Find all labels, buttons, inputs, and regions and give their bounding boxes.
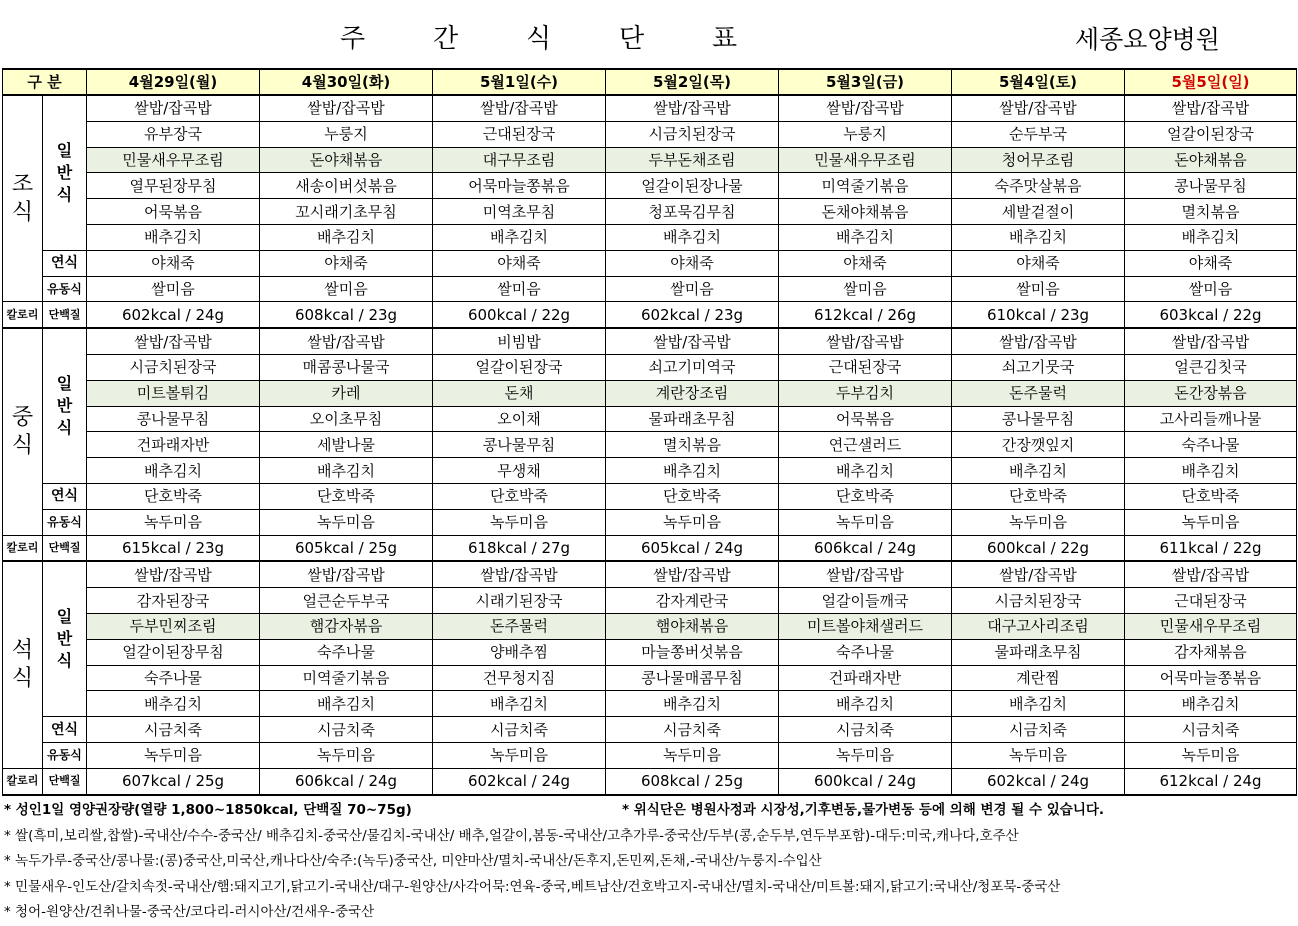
food-item: 돈야채볶음 [260, 147, 433, 173]
menu-row [3, 406, 1297, 432]
food-item: 세발겉절이 [952, 199, 1125, 225]
calorie-value: 618kcal / 27g [433, 535, 606, 561]
food-item: 야채죽 [952, 250, 1125, 276]
food-item: 돈주물럭 [433, 613, 606, 639]
food-item: 미역줄기볶음 [779, 173, 952, 199]
meal-name: 석 식 [3, 561, 43, 768]
food-item: 열무된장무침 [87, 173, 260, 199]
food-item: 민물새우무조림 [87, 147, 260, 173]
food-item: 야채죽 [433, 250, 606, 276]
calorie-value: 600kcal / 22g [433, 302, 606, 328]
page-header [0, 0, 1298, 66]
food-item: 숙주맛살볶음 [952, 173, 1125, 199]
food-item: 쌀미음 [433, 276, 606, 302]
menu-row [3, 639, 1297, 665]
food-item: 배추김치 [87, 224, 260, 250]
day-header: 5월4일(토) [952, 69, 1125, 95]
food-item: 계란찜 [952, 665, 1125, 691]
calorie-value: 600kcal / 24g [779, 768, 952, 794]
calorie-value: 608kcal / 25g [606, 768, 779, 794]
food-item: 청어무조림 [952, 147, 1125, 173]
food-item: 쌀밥/잡곡밥 [433, 95, 606, 121]
food-item: 시금치죽 [606, 717, 779, 743]
food-item: 누룽지 [779, 121, 952, 147]
food-item: 시금치된장국 [87, 354, 260, 380]
food-item: 배추김치 [779, 224, 952, 250]
menu-row [3, 147, 1297, 173]
food-item: 햄감자볶음 [260, 613, 433, 639]
food-item: 계란장조림 [606, 380, 779, 406]
liquid-diet-label: 유동식 [43, 742, 87, 768]
calorie-value: 606kcal / 24g [260, 768, 433, 794]
food-item: 녹두미음 [606, 742, 779, 768]
food-item: 돈채야채볶음 [779, 199, 952, 225]
calorie-value: 612kcal / 24g [1125, 768, 1297, 794]
calorie-value: 600kcal / 22g [952, 535, 1125, 561]
food-item: 배추김치 [606, 458, 779, 484]
calorie-row [3, 535, 1297, 561]
calorie-label: 칼로리 [3, 302, 43, 328]
weekly-menu-table [2, 68, 1297, 796]
calorie-value: 602kcal / 24g [433, 768, 606, 794]
food-item: 배추김치 [433, 224, 606, 250]
calorie-value: 608kcal / 23g [260, 302, 433, 328]
food-item: 단호박죽 [87, 483, 260, 509]
menu-row [3, 224, 1297, 250]
food-item: 녹두미음 [1125, 742, 1297, 768]
food-item: 녹두미음 [87, 742, 260, 768]
food-item: 쌀미음 [87, 276, 260, 302]
liquid-diet-label: 유동식 [43, 509, 87, 535]
food-item: 햄야채볶음 [606, 613, 779, 639]
food-item: 배추김치 [606, 691, 779, 717]
food-item: 쌀밥/잡곡밥 [260, 95, 433, 121]
food-item: 야채죽 [606, 250, 779, 276]
food-item: 숙주나물 [779, 639, 952, 665]
calorie-value: 615kcal / 23g [87, 535, 260, 561]
food-item: 대구고사리조림 [952, 613, 1125, 639]
calorie-value: 602kcal / 23g [606, 302, 779, 328]
notes [4, 798, 1294, 926]
food-item: 돈간장볶음 [1125, 380, 1297, 406]
food-item: 쌀미음 [952, 276, 1125, 302]
food-item: 시금치죽 [1125, 717, 1297, 743]
food-item: 멸치볶음 [606, 432, 779, 458]
food-item: 시금치죽 [433, 717, 606, 743]
food-item: 단호박죽 [1125, 483, 1297, 509]
calorie-row [3, 302, 1297, 328]
calorie-value: 610kcal / 23g [952, 302, 1125, 328]
food-item: 단호박죽 [260, 483, 433, 509]
food-item: 쌀미음 [260, 276, 433, 302]
change-notice: * 위식단은 병원사정과 시장성,기후변동,물가변동 등에 의해 변경 될 수 있습니다. [622, 802, 1105, 818]
food-item: 배추김치 [260, 224, 433, 250]
food-item: 쌀밥/잡곡밥 [952, 561, 1125, 587]
food-item: 누룽지 [260, 121, 433, 147]
food-item: 숙주나물 [87, 665, 260, 691]
menu-row [3, 380, 1297, 406]
food-item: 쌀밥/잡곡밥 [87, 561, 260, 587]
food-item: 두부돈채조림 [606, 147, 779, 173]
origin-note: * 쌀(흑미,보리쌀,찹쌀)-국내산/수수-중국산/ 배추김치-중국산/물김치-국내산/ 배추,얼갈이,봄동-국내산/고추가루-중국산/두부(콩,순두부,연두부포함)-대두:미국,캐나다,호주산 [4, 827, 1019, 844]
food-item: 민물새우무조림 [1125, 613, 1297, 639]
hospital-name: 세종요양병원 [1075, 25, 1220, 54]
food-item: 세발나물 [260, 432, 433, 458]
food-item: 돈야채볶음 [1125, 147, 1297, 173]
meal-name: 조 식 [3, 95, 43, 302]
day-header: 5월1일(수) [433, 69, 606, 95]
food-item: 콩나물무침 [952, 406, 1125, 432]
food-item: 멸치볶음 [1125, 199, 1297, 225]
food-item: 시금치죽 [87, 717, 260, 743]
food-item: 어묵마늘쫑볶음 [433, 173, 606, 199]
day-header: 5월5일(일) [1125, 69, 1297, 95]
food-item: 무생채 [433, 458, 606, 484]
food-item: 배추김치 [952, 691, 1125, 717]
food-item: 쌀밥/잡곡밥 [1125, 95, 1297, 121]
food-item: 얼갈이된장무침 [87, 639, 260, 665]
general-diet-label: 일 반 식 [43, 95, 87, 250]
food-item: 쌀밥/잡곡밥 [779, 328, 952, 354]
calorie-label: 칼로리 [3, 535, 43, 561]
food-item: 감자된장국 [87, 588, 260, 614]
soft-diet-row [3, 483, 1297, 509]
header-label: 구 분 [3, 69, 87, 95]
soft-diet-label: 연식 [43, 250, 87, 276]
food-item: 쇠고기미역국 [606, 354, 779, 380]
menu-row [3, 121, 1297, 147]
food-item: 쌀밥/잡곡밥 [779, 561, 952, 587]
protein-label: 단백질 [43, 768, 87, 794]
food-item: 두부민찌조림 [87, 613, 260, 639]
food-item: 단호박죽 [433, 483, 606, 509]
food-item: 야채죽 [87, 250, 260, 276]
food-item: 녹두미음 [606, 509, 779, 535]
food-item: 건파래자반 [779, 665, 952, 691]
calorie-value: 602kcal / 24g [952, 768, 1125, 794]
meal-name: 중 식 [3, 328, 43, 535]
food-item: 얼갈이된장국 [433, 354, 606, 380]
food-item: 쌀미음 [779, 276, 952, 302]
food-item: 오이채 [433, 406, 606, 432]
food-item: 숙주나물 [1125, 432, 1297, 458]
food-item: 미역초무침 [433, 199, 606, 225]
food-item: 물파래초무침 [606, 406, 779, 432]
food-item: 매콤콩나물국 [260, 354, 433, 380]
food-item: 쇠고기뭇국 [952, 354, 1125, 380]
food-item: 시금치죽 [779, 717, 952, 743]
food-item: 숙주나물 [260, 639, 433, 665]
menu-row [3, 199, 1297, 225]
food-item: 녹두미음 [779, 742, 952, 768]
food-item: 돈주물럭 [952, 380, 1125, 406]
soft-diet-label: 연식 [43, 717, 87, 743]
food-item: 어묵볶음 [779, 406, 952, 432]
soft-diet-label: 연식 [43, 483, 87, 509]
origin-note: * 녹두가루-중국산/콩나물:(콩)중국산,미국산,캐나다산/숙주:(녹두)중국산, 미얀마산/멸치-국내산/돈후지,돈민찌,돈채,-국내산/누룽지-수입산 [4, 853, 822, 869]
food-item: 야채죽 [779, 250, 952, 276]
food-item: 쌀밥/잡곡밥 [87, 328, 260, 354]
food-item: 비빔밥 [433, 328, 606, 354]
food-item: 쌀밥/잡곡밥 [260, 328, 433, 354]
origin-note: * 민물새우-인도산/갈치속젓-국내산/햄:돼지고기,닭고기-국내산/대구-원양산/사각어묵:연육-중국,베트남산/건호박고지-국내산/멸치-국내산/미트볼:돼지,닭고기:국내산/청포묵-중국산 [4, 878, 1061, 895]
food-item: 배추김치 [779, 691, 952, 717]
food-item: 얼갈이된장나물 [606, 173, 779, 199]
food-item: 녹두미음 [952, 742, 1125, 768]
food-item: 고사리들깨나물 [1125, 406, 1297, 432]
menu-row [3, 665, 1297, 691]
day-header: 5월3일(금) [779, 69, 952, 95]
food-item: 배추김치 [433, 691, 606, 717]
day-header: 5월2일(목) [606, 69, 779, 95]
food-item: 물파래초무침 [952, 639, 1125, 665]
menu-row [3, 95, 1297, 121]
title-char: 간 [433, 24, 459, 54]
food-item: 쌀미음 [1125, 276, 1297, 302]
calorie-value: 606kcal / 24g [779, 535, 952, 561]
food-item: 단호박죽 [779, 483, 952, 509]
food-item: 감자계란국 [606, 588, 779, 614]
general-diet-label: 일 반 식 [43, 328, 87, 483]
food-item: 배추김치 [606, 224, 779, 250]
food-item: 쌀밥/잡곡밥 [1125, 561, 1297, 587]
protein-label: 단백질 [43, 535, 87, 561]
food-item: 쌀밥/잡곡밥 [260, 561, 433, 587]
day-header: 4월30일(화) [260, 69, 433, 95]
calorie-value: 602kcal / 24g [87, 302, 260, 328]
calorie-label: 칼로리 [3, 768, 43, 794]
food-item: 녹두미음 [433, 509, 606, 535]
menu-row [3, 173, 1297, 199]
food-item: 단호박죽 [952, 483, 1125, 509]
food-item: 얼갈이들깨국 [779, 588, 952, 614]
soft-diet-row [3, 250, 1297, 276]
food-item: 근대된장국 [433, 121, 606, 147]
menu-row [3, 613, 1297, 639]
food-item: 청포묵김무침 [606, 199, 779, 225]
food-item: 두부김치 [779, 380, 952, 406]
food-item: 돈채 [433, 380, 606, 406]
food-item: 단호박죽 [606, 483, 779, 509]
liquid-diet-row [3, 742, 1297, 768]
food-item: 간장깻잎지 [952, 432, 1125, 458]
food-item: 콩나물매콤무침 [606, 665, 779, 691]
food-item: 야채죽 [260, 250, 433, 276]
food-item: 오이초무침 [260, 406, 433, 432]
food-item: 콩나물무침 [1125, 173, 1297, 199]
title-char: 단 [619, 24, 645, 54]
food-item: 감자채볶음 [1125, 639, 1297, 665]
menu-row [3, 588, 1297, 614]
food-item: 녹두미음 [433, 742, 606, 768]
calorie-value: 605kcal / 24g [606, 535, 779, 561]
menu-row [3, 458, 1297, 484]
food-item: 얼큰김칫국 [1125, 354, 1297, 380]
header-row [3, 69, 1297, 95]
food-item: 쌀밥/잡곡밥 [779, 95, 952, 121]
food-item: 근대된장국 [779, 354, 952, 380]
food-item: 녹두미음 [779, 509, 952, 535]
food-item: 배추김치 [260, 458, 433, 484]
nutrition-note: * 성인1일 영양권장량(열량 1,800~1850kcal, 단백질 70~75g) [4, 802, 412, 818]
origin-note: * 청어-원양산/건취나물-중국산/코다리-러시아산/건새우-중국산 [4, 904, 375, 920]
food-item: 쌀밥/잡곡밥 [1125, 328, 1297, 354]
food-item: 쌀밥/잡곡밥 [952, 328, 1125, 354]
food-item: 콩나물무침 [87, 406, 260, 432]
title-char: 표 [712, 24, 738, 54]
day-header: 4월29일(월) [87, 69, 260, 95]
food-item: 미트볼야채샐러드 [779, 613, 952, 639]
food-item: 배추김치 [952, 458, 1125, 484]
menu-row [3, 432, 1297, 458]
food-item: 대구무조림 [433, 147, 606, 173]
food-item: 녹두미음 [87, 509, 260, 535]
calorie-value: 612kcal / 26g [779, 302, 952, 328]
food-item: 시금치죽 [260, 717, 433, 743]
food-item: 배추김치 [260, 691, 433, 717]
food-item: 쌀밥/잡곡밥 [433, 561, 606, 587]
food-item: 녹두미음 [952, 509, 1125, 535]
food-item: 미트볼튀김 [87, 380, 260, 406]
food-item: 쌀미음 [606, 276, 779, 302]
liquid-diet-row [3, 276, 1297, 302]
menu-row [3, 691, 1297, 717]
food-item: 유부장국 [87, 121, 260, 147]
food-item: 마늘쫑버섯볶음 [606, 639, 779, 665]
calorie-value: 603kcal / 22g [1125, 302, 1297, 328]
menu-row [3, 328, 1297, 354]
food-item: 쌀밥/잡곡밥 [952, 95, 1125, 121]
page-title [340, 18, 805, 55]
food-item: 배추김치 [87, 691, 260, 717]
soft-diet-row [3, 717, 1297, 743]
general-diet-label: 일 반 식 [43, 561, 87, 716]
food-item: 얼큰순두부국 [260, 588, 433, 614]
food-item: 근대된장국 [1125, 588, 1297, 614]
menu-row [3, 354, 1297, 380]
food-item: 어묵볶음 [87, 199, 260, 225]
food-item: 배추김치 [87, 458, 260, 484]
food-item: 녹두미음 [1125, 509, 1297, 535]
food-item: 쌀밥/잡곡밥 [606, 328, 779, 354]
calorie-value: 605kcal / 25g [260, 535, 433, 561]
food-item: 시금치죽 [952, 717, 1125, 743]
food-item: 어묵마늘쫑볶음 [1125, 665, 1297, 691]
liquid-diet-label: 유동식 [43, 276, 87, 302]
food-item: 연근샐러드 [779, 432, 952, 458]
food-item: 새송이버섯볶음 [260, 173, 433, 199]
calorie-row [3, 768, 1297, 794]
food-item: 배추김치 [952, 224, 1125, 250]
food-item: 배추김치 [1125, 458, 1297, 484]
food-item: 쌀밥/잡곡밥 [87, 95, 260, 121]
food-item: 녹두미음 [260, 742, 433, 768]
food-item: 쌀밥/잡곡밥 [606, 95, 779, 121]
food-item: 배추김치 [779, 458, 952, 484]
food-item: 시래기된장국 [433, 588, 606, 614]
calorie-value: 611kcal / 22g [1125, 535, 1297, 561]
food-item: 얼갈이된장국 [1125, 121, 1297, 147]
food-item: 시금치된장국 [606, 121, 779, 147]
calorie-value: 607kcal / 25g [87, 768, 260, 794]
menu-row [3, 561, 1297, 587]
food-item: 배추김치 [1125, 224, 1297, 250]
liquid-diet-row [3, 509, 1297, 535]
food-item: 녹두미음 [260, 509, 433, 535]
food-item: 양배추찜 [433, 639, 606, 665]
food-item: 쌀밥/잡곡밥 [606, 561, 779, 587]
food-item: 미역줄기볶음 [260, 665, 433, 691]
title-char: 주 [340, 24, 366, 54]
protein-label: 단백질 [43, 302, 87, 328]
food-item: 건파래자반 [87, 432, 260, 458]
food-item: 카레 [260, 380, 433, 406]
food-item: 민물새우무조림 [779, 147, 952, 173]
food-item: 야채죽 [1125, 250, 1297, 276]
title-char: 식 [526, 24, 552, 54]
food-item: 배추김치 [1125, 691, 1297, 717]
food-item: 시금치된장국 [952, 588, 1125, 614]
food-item: 건무청지짐 [433, 665, 606, 691]
food-item: 꼬시래기초무침 [260, 199, 433, 225]
food-item: 순두부국 [952, 121, 1125, 147]
food-item: 콩나물무침 [433, 432, 606, 458]
